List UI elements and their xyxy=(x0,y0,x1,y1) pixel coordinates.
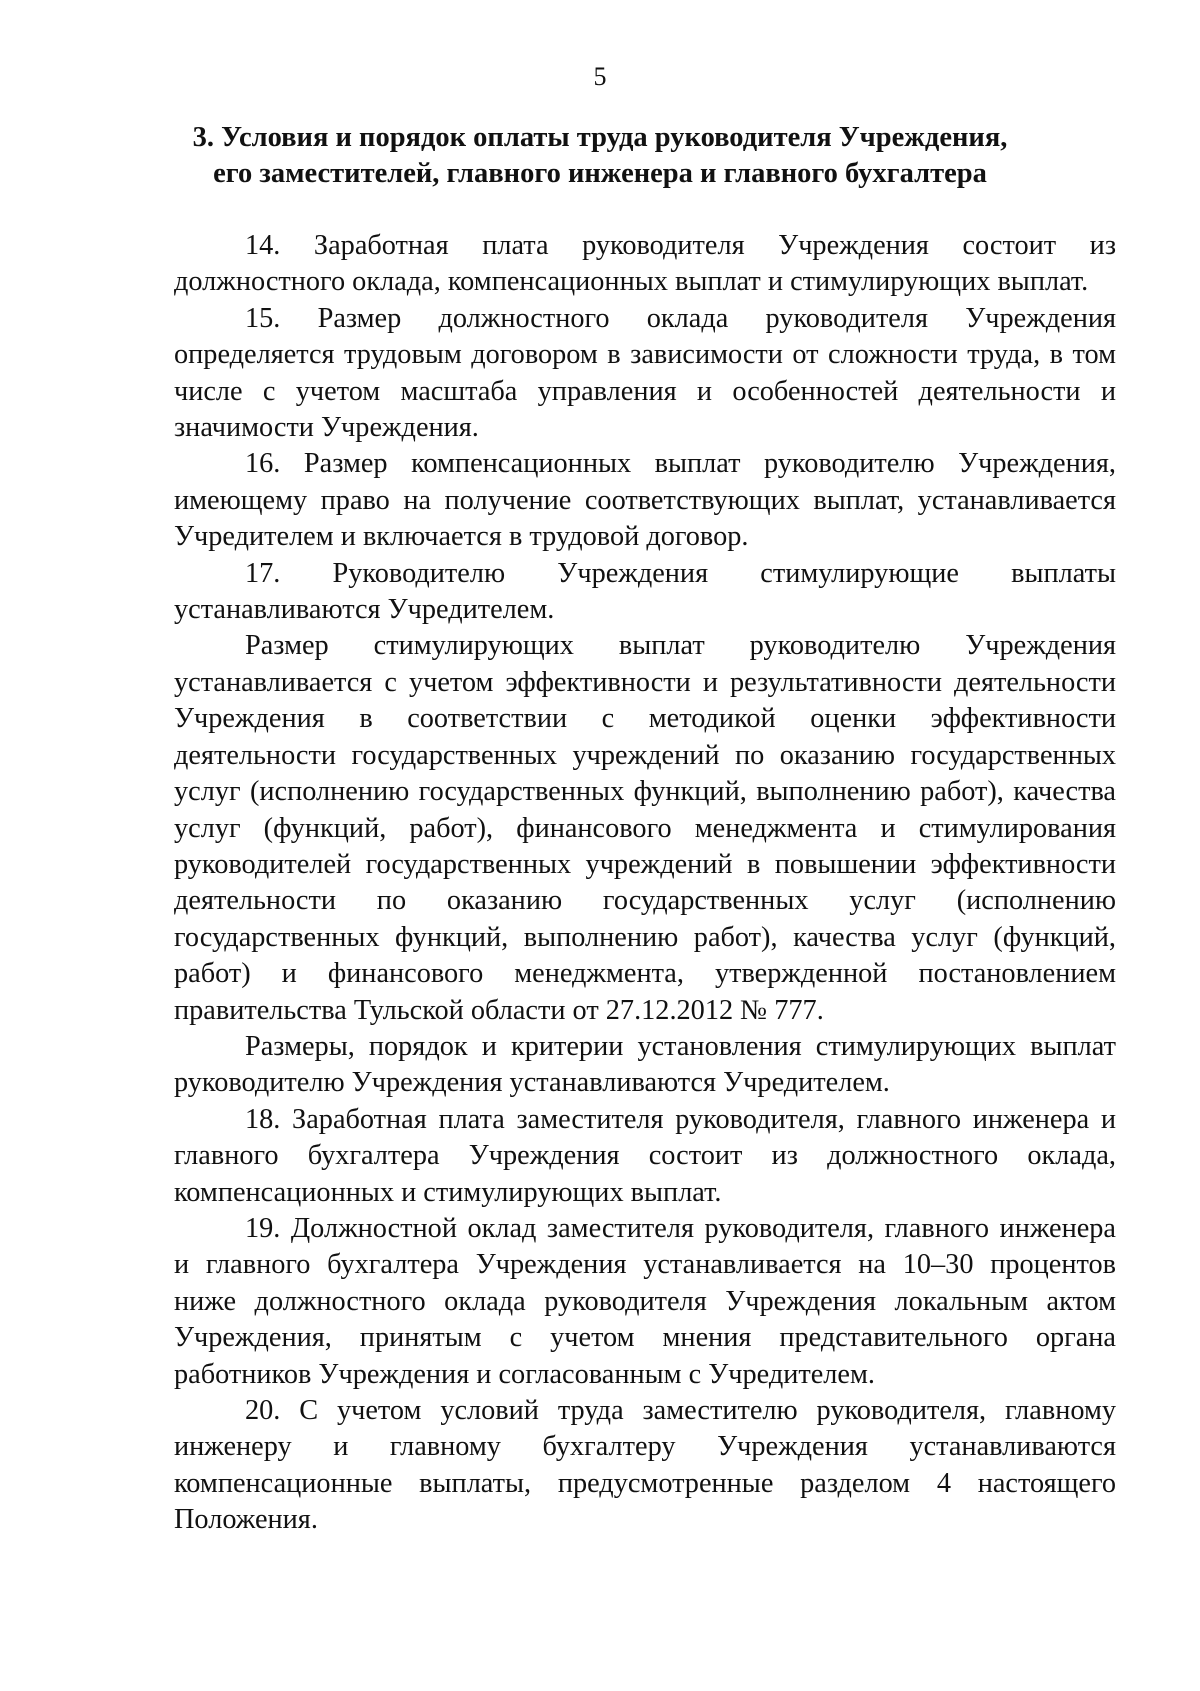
body-text xyxy=(174,228,1116,1539)
paragraph-20: 20. С учетом условий труда заместителю руководителя, главному инженеру и главному бухгалтеру Учреждения устанавливаются компенсационные выплаты, предусмотренные разделом 4 настоящего Положения. xyxy=(174,1395,1116,1536)
paragraph-19: 19. Должностной оклад заместителя руководителя, главного инженера и главного бухгалтера Учреждения устанавливается на 10–30 процентов ниже должностного оклада руководителя Учреждения локальным актом Учреждения, принятым с учетом мнения представительного органа работников Учреждения и согласованным с Учредителем. xyxy=(174,1212,1116,1390)
paragraph-17-incentive-size: Размер стимулирующих выплат руководителю Учреждения устанавливается с учетом эффективности и результативности деятельности Учреждения в соответствии с методикой оценки эффективности деятельности государственных учреждений по оказанию государственных услуг (исполнению государственных функций, выполнению работ), качества услуг (функций, работ), финансового менеджмента и стимулирования руководителей государственных учреждений в повышении эффективности деятельности по оказанию государственных услуг (исполнению государственных функций, выполнению работ), качества услуг (функций, работ) и финансового менеджмента, утвержденной постановлением правительства Тульской области от 27.12.2012 № 777. xyxy=(174,630,1116,1026)
section-title-line-2: его заместителей, главного инженера и главного бухгалтера xyxy=(213,158,987,189)
paragraph-15: 15. Размер должностного оклада руководителя Учреждения определяется трудовым договором в зависимости от сложности труда, в том числе с учетом масштаба управления и особенностей деятельности и значимости Учреждения. xyxy=(174,302,1116,444)
paragraph-17: 17. Руководителю Учреждения стимулирующие выплаты устанавливаются Учредителем. xyxy=(174,557,1116,626)
section-title-line-1: 3. Условия и порядок оплаты труда руководителя Учреждения, xyxy=(192,122,1008,153)
section-title xyxy=(150,120,1050,192)
paragraph-14: 14. Заработная плата руководителя Учреждения состоит из должностного оклада, компенсационных выплат и стимулирующих выплат. xyxy=(174,230,1116,298)
page-number: 5 xyxy=(593,62,607,91)
paragraph-17-incentive-criteria: Размеры, порядок и критерии установления стимулирующих выплат руководителю Учреждения устанавливаются Учредителем. xyxy=(174,1030,1116,1099)
paragraph-18: 18. Заработная плата заместителя руководителя, главного инженера и главного бухгалтера Учреждения состоит из должностного оклада, компенсационных и стимулирующих выплат. xyxy=(174,1103,1116,1208)
paragraph-16: 16. Размер компенсационных выплат руководителю Учреждения, имеющему право на получение соответствующих выплат, устанавливается Учредителем и включается в трудовой договор. xyxy=(174,448,1116,553)
